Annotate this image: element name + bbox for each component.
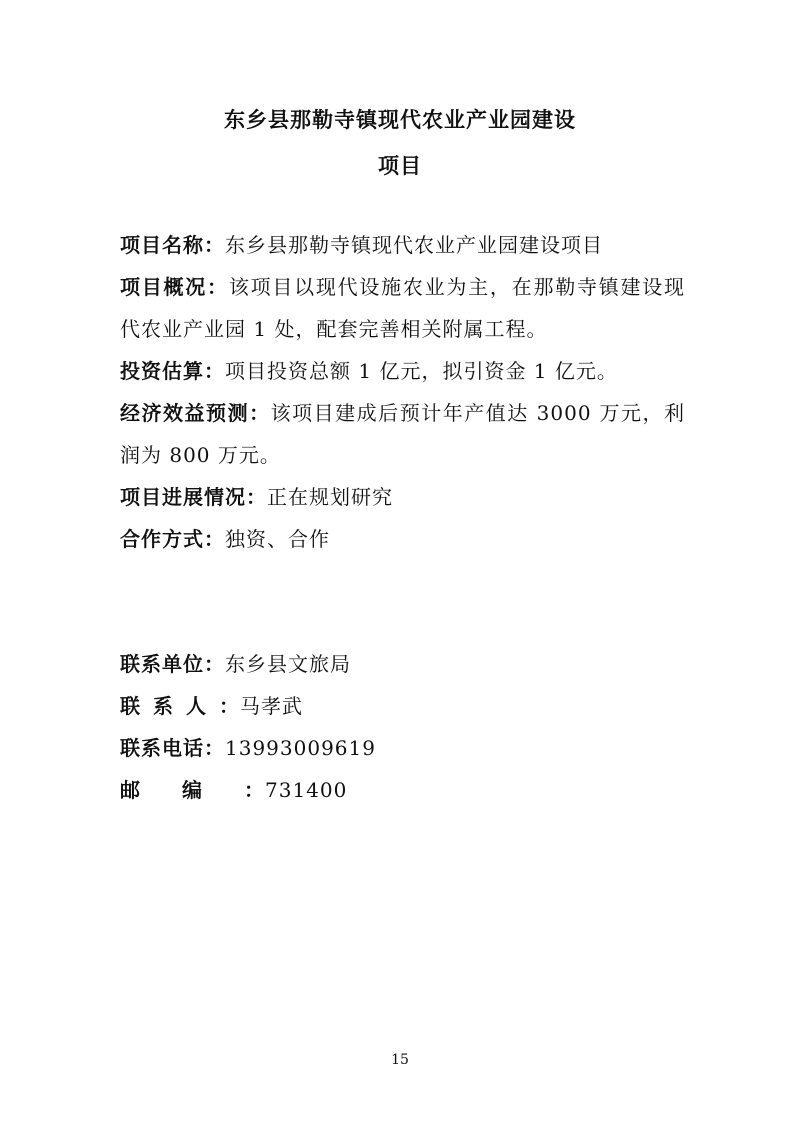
document-title-line-2: 项目 [378,154,422,178]
contact-person-label: 联系人： [120,694,240,718]
cooperation-mode-value: 独资、合作 [225,527,330,551]
project-progress-label: 项目进展情况： [120,485,267,509]
contact-unit-value: 东乡县文旅局 [225,652,351,676]
document-title-line-1: 东乡县那勒寺镇现代农业产业园建设 [224,108,576,132]
project-progress-row [120,476,685,518]
project-overview-label: 项目概况： [120,275,229,299]
project-progress-value: 正在规划研究 [267,485,393,509]
project-name-value: 东乡县那勒寺镇现代农业产业园建设项目 [225,233,603,257]
page-number: 15 [391,1052,409,1068]
contact-phone-value: 13993009619 [225,736,376,760]
postcode-value: 731400 [265,778,348,802]
investment-estimate-label: 投资估算： [120,359,225,383]
cooperation-mode-label: 合作方式： [120,527,225,551]
postcode-row [120,769,685,811]
project-name-label: 项目名称： [120,233,225,257]
economic-benefit-label: 经济效益预测： [120,401,271,425]
project-name-row [120,224,685,266]
contact-unit-label: 联系单位： [120,652,225,676]
contact-phone-row [120,727,685,769]
contact-section [120,643,685,811]
contact-person-value: 马孝武 [240,694,303,718]
cooperation-mode-row [120,518,685,560]
postcode-label: 邮编： [120,778,265,802]
project-overview-row [120,266,685,350]
contact-unit-row [120,643,685,685]
project-overview-value: 该项目以现代设施农业为主，在那勒寺镇建设现代农业产业园 1 处，配套完善相关附属工程。 [120,275,686,341]
investment-estimate-row [120,350,685,392]
project-info-section [120,224,685,560]
economic-benefit-value: 该项目建成后预计年产值达 3000 万元，利润为 800 万元。 [120,401,685,467]
investment-estimate-value: 项目投资总额 1 亿元，拟引资金 1 亿元。 [225,359,618,383]
contact-phone-label: 联系电话： [120,736,225,760]
contact-person-row [120,685,685,727]
economic-benefit-row [120,392,685,476]
